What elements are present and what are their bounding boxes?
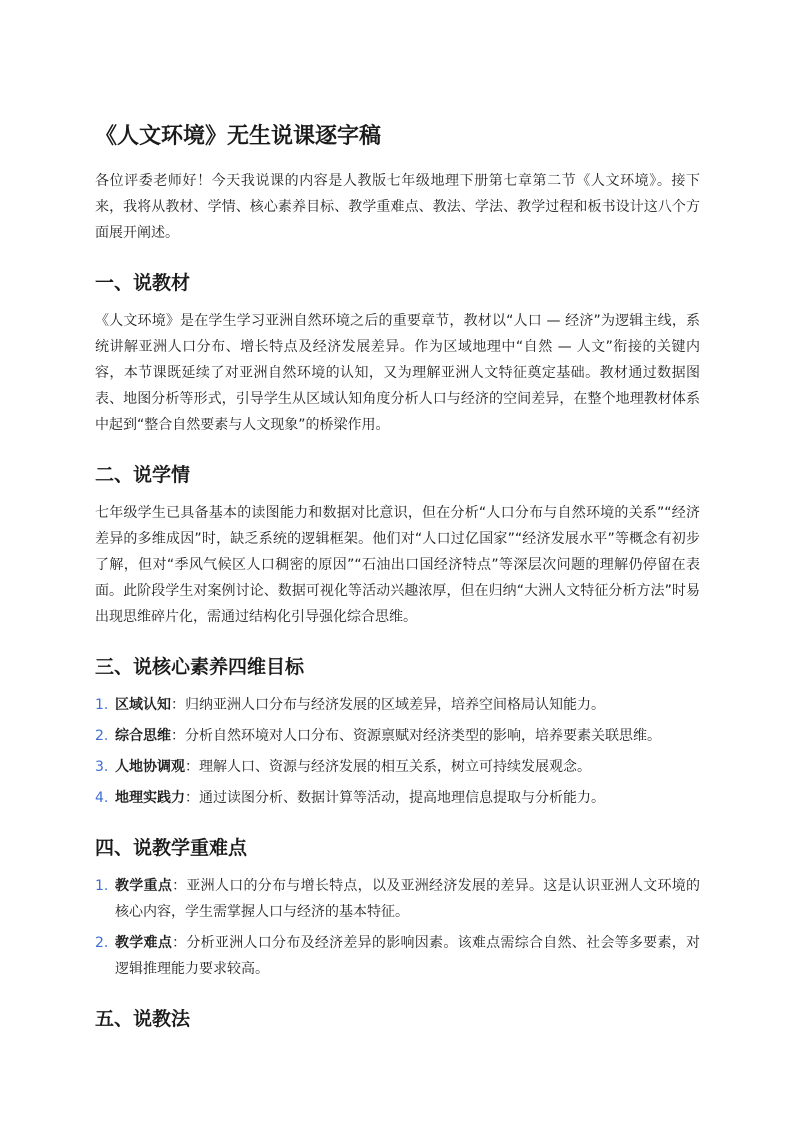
section-heading-students: 二、说学情 — [95, 464, 191, 486]
list-term: 区域认知 — [115, 697, 171, 713]
list-term: 教学重点 — [115, 878, 173, 894]
list-number: 4. — [95, 790, 109, 806]
list-text: ：通过读图分析、数据计算等活动，提高地理信息提取与分析能力。 — [185, 790, 605, 806]
section-heading-teaching-methods: 五、说教法 — [95, 1008, 191, 1030]
section-paragraph-students: 七年级学生已具备基本的读图能力和数据对比意识，但在分析“人口分布与自然环境的关系”“经济差异的多维成因”时，缺乏系统的逻辑框架。他们对“人口过亿国家”“经济发展水平”等概念有初步了解，但对“季风气候区人口稠密的原因”“石油出口国经济特点”等深层次问题的理解仍停留在表面。此阶段学生对案例讨论、数据可视化等活动兴趣浓厚，但在归纳“大洲人文特征分析方法”时易出现思维碎片化，需通过结构化引导强化综合思维。 — [95, 505, 700, 625]
list-text: ：分析自然环境对人口分布、资源禀赋对经济类型的影响，培养要素关联思维。 — [171, 728, 661, 744]
section-heading-key-points: 四、说教学重难点 — [95, 837, 248, 859]
list-item — [95, 873, 700, 925]
list-term: 综合思维 — [115, 728, 171, 744]
list-item — [95, 754, 700, 780]
list-text: ：亚洲人口的分布与增长特点，以及亚洲经济发展的差异。这是认识亚洲人文环境的核心内容，学生需掌握人口与经济的基本特征。 — [115, 878, 701, 920]
section-heading-textbook: 一、说教材 — [95, 272, 191, 294]
intro-paragraph: 各位评委老师好！今天我说课的内容是人教版七年级地理下册第七章第二节《人文环境》。接下来，我将从教材、学情、核心素养目标、教学重难点、教法、学法、教学过程和板书设计这八个方面展开阐述。 — [95, 173, 700, 241]
list-text: ：分析亚洲人口分布及经济差异的影响因素。该难点需综合自然、社会等多要素，对逻辑推理能力要求较高。 — [115, 935, 701, 977]
list-text: ：归纳亚洲人口分布与经济发展的区域差异，培养空间格局认知能力。 — [171, 697, 605, 713]
list-text: ：理解人口、资源与经济发展的相互关系，树立可持续发展观念。 — [185, 759, 591, 775]
objectives-list — [95, 692, 700, 811]
list-item — [95, 785, 700, 811]
list-number: 3. — [95, 759, 109, 775]
section-heading-objectives: 三、说核心素养四维目标 — [95, 656, 305, 678]
document-page — [95, 120, 700, 1044]
list-number: 2. — [95, 935, 109, 951]
list-item — [95, 692, 700, 718]
key-points-list — [95, 873, 700, 982]
list-number: 1. — [95, 697, 109, 713]
list-term: 教学难点 — [115, 935, 173, 951]
list-number: 2. — [95, 728, 109, 744]
list-item — [95, 723, 700, 749]
list-number: 1. — [95, 878, 109, 894]
document-title: 《人文环境》无生说课逐字稿 — [95, 124, 382, 149]
list-item — [95, 930, 700, 982]
section-paragraph-textbook: 《人文环境》是在学生学习亚洲自然环境之后的重要章节，教材以“人口 — 经济”为逻辑主线，系统讲解亚洲人口分布、增长特点及经济发展差异。作为区域地理中“自然 — 人文”衔接的关键内容，本节课既延续了对亚洲自然环境的认知，又为理解亚洲人文特征奠定基础。教材通过数据图表、地图分析等形式，引导学生从区域认知角度分析人口与经济的空间差异，在整个地理教材体系中起到“整合自然要素与人文现象”的桥梁作用。 — [95, 313, 700, 433]
list-term: 地理实践力 — [115, 790, 185, 806]
list-term: 人地协调观 — [115, 759, 185, 775]
